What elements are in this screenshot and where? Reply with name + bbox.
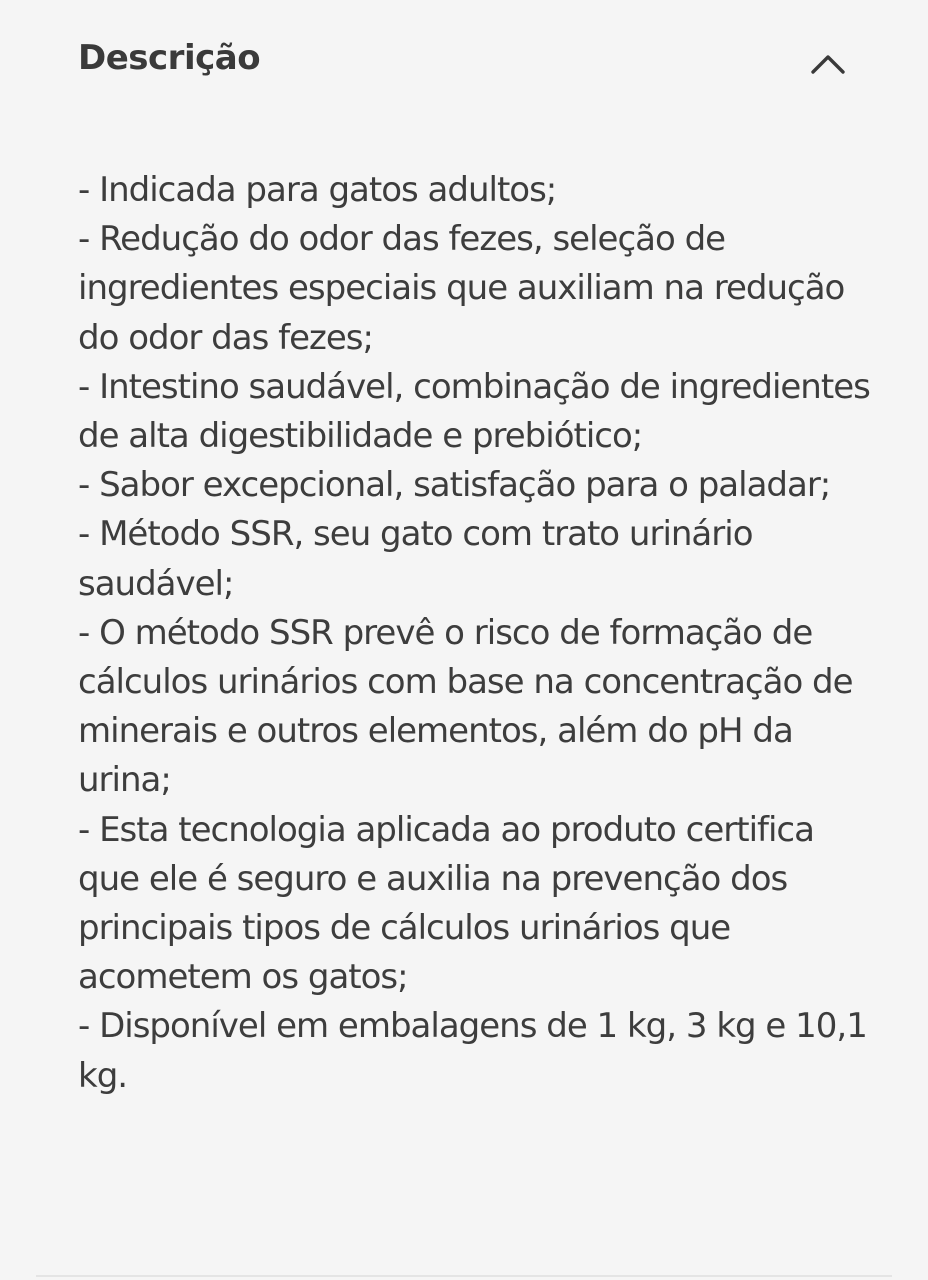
chevron-up-icon bbox=[810, 53, 846, 75]
description-item: - Redução do odor das fezes, seleção de ingredientes especiais que auxiliam na redução do odor das fezes; bbox=[78, 219, 845, 358]
section-divider bbox=[36, 1275, 892, 1277]
collapse-toggle-button[interactable] bbox=[802, 40, 854, 88]
description-item: - Disponível em embalagens de 1 kg, 3 kg e 10,1 kg. bbox=[78, 1006, 867, 1096]
description-item: - Sabor excepcional, satisfação para o paladar; bbox=[78, 465, 831, 506]
description-list bbox=[78, 166, 878, 1101]
description-item: - Intestino saudável, combinação de ingredientes de alta digestibilidade e prebiótico; bbox=[78, 366, 870, 457]
description-item: - Indicada para gatos adultos; bbox=[78, 170, 557, 210]
description-item: - O método SSR prevê o risco de formação de cálculos urinários com base na concentração de minerais e outros elementos, além do pH da urina; bbox=[78, 612, 853, 801]
description-item: - Esta tecnologia aplicada ao produto certifica que ele é seguro e auxilia na prevenção dos principais tipos de cálculos urinários que acometem os gatos; bbox=[78, 809, 814, 998]
description-item: - Método SSR, seu gato com trato urinário saudável; bbox=[78, 514, 753, 604]
accordion-header[interactable] bbox=[0, 0, 928, 120]
section-title: Descrição bbox=[78, 38, 261, 78]
